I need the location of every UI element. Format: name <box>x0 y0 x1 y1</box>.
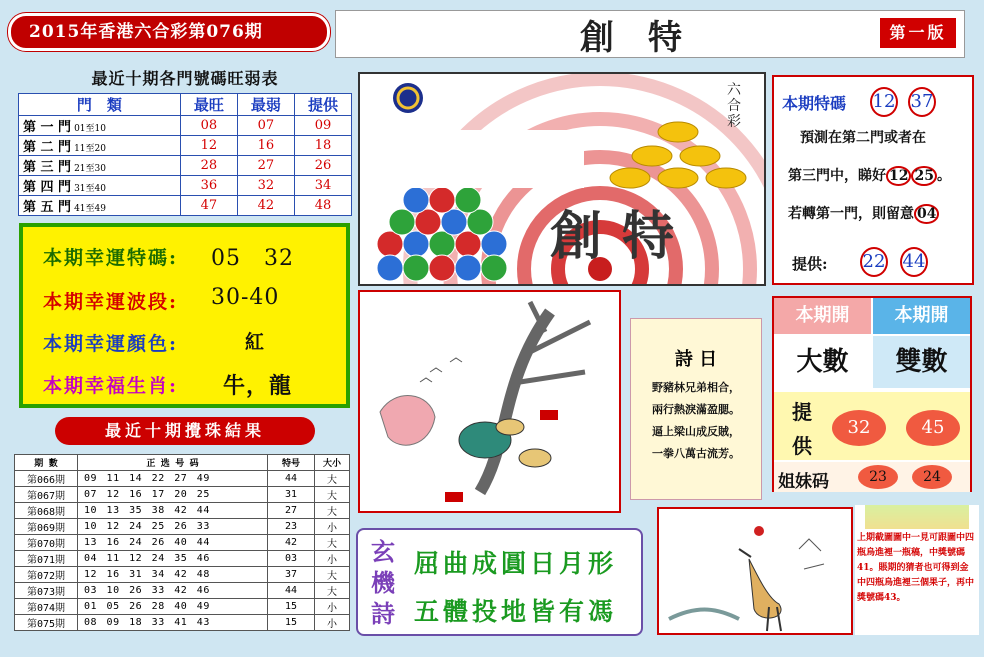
period-cell: 第067期 <box>15 487 78 503</box>
hot-cell: 47 <box>180 196 237 216</box>
numbers-cell: 01 05 26 28 40 49 <box>78 599 268 615</box>
period-cell: 第068期 <box>15 503 78 519</box>
table-row <box>15 615 350 631</box>
hot-cell: 08 <box>180 116 237 136</box>
riddle-label-char: 詩 <box>371 599 395 628</box>
prediction-line-1: 預測在第二門或者在 <box>800 130 926 146</box>
table-row <box>15 519 350 535</box>
size-cell: 小 <box>315 599 350 615</box>
sister-code-label: 姐妹码 <box>778 472 829 492</box>
cold-cell: 42 <box>237 196 294 216</box>
door-table-header <box>19 94 352 116</box>
special-cell: 15 <box>268 599 315 615</box>
door-cell: 第 三 門 21至30 <box>19 156 181 176</box>
tip-cell: 48 <box>294 196 351 216</box>
tip-label-2: 供 <box>792 434 812 458</box>
special-cell: 44 <box>268 583 315 599</box>
tip-ball-1: 32 <box>832 410 886 446</box>
results-ribbon: 最近十期攪珠結果 <box>55 417 315 445</box>
brand-text: 創特 <box>550 206 695 267</box>
tip-cell: 09 <box>294 116 351 136</box>
lucky-zodiac-value: 牛，龍 <box>223 373 293 399</box>
cold-cell: 27 <box>237 156 294 176</box>
size-cell: 小 <box>315 519 350 535</box>
lucky-wave-value: 30-40 <box>211 285 280 310</box>
cold-cell: 16 <box>237 136 294 156</box>
cold-cell: 07 <box>237 116 294 136</box>
col-special: 特号 <box>268 455 315 471</box>
tip-number-2: 44 <box>900 247 928 277</box>
poem-title: 詩 日 <box>674 349 718 370</box>
crane-illustration <box>659 509 851 633</box>
col-door: 門 類 <box>19 94 181 116</box>
tip-ball-2: 45 <box>906 410 960 446</box>
table-row <box>19 116 352 136</box>
table-row <box>15 471 350 487</box>
poem-line: 逼上梁山成反賊， <box>652 425 740 438</box>
poem-scroll <box>630 318 762 500</box>
size-cell: 小 <box>315 615 350 631</box>
numbers-cell: 13 16 24 26 40 44 <box>78 535 268 551</box>
door-table <box>18 93 352 216</box>
poem-line: 野豬林兄弟相合， <box>652 381 740 394</box>
results-header <box>15 455 350 471</box>
table-row <box>15 583 350 599</box>
size-cell: 小 <box>315 551 350 567</box>
tip-cell: 34 <box>294 176 351 196</box>
period-cell: 第071期 <box>15 551 78 567</box>
numbers-cell: 04 11 12 24 35 46 <box>78 551 268 567</box>
cartoon-picture <box>358 290 621 513</box>
period-cell: 第070期 <box>15 535 78 551</box>
hot-cell: 36 <box>180 176 237 196</box>
table-row <box>15 551 350 567</box>
numbers-cell: 09 11 14 22 27 49 <box>78 471 268 487</box>
riddle-label-char: 機 <box>371 568 395 597</box>
riddle-box <box>356 528 643 636</box>
hot-cell: 28 <box>180 156 237 176</box>
lucky-color-value: 紅 <box>245 331 266 353</box>
lucky-box <box>19 223 350 408</box>
lucky-color-label: 本期幸運顏色: <box>43 333 179 355</box>
special-cell: 31 <box>268 487 315 503</box>
col-hot: 最旺 <box>180 94 237 116</box>
period-cell: 第073期 <box>15 583 78 599</box>
lucky-zodiac-label: 本期幸福生肖: <box>43 375 179 397</box>
crane-picture <box>657 507 853 635</box>
door-table-title: 最近十期各門號碼旺弱表 <box>91 69 279 88</box>
special-label: 本期特碼 <box>782 94 847 113</box>
tab-open-1: 本期開 <box>774 298 871 334</box>
col-size: 大小 <box>315 455 350 471</box>
tip-label-1: 提 <box>792 400 812 424</box>
col-tip: 提供 <box>294 94 351 116</box>
door-cell: 第 四 門 31至40 <box>19 176 181 196</box>
page-title: 創特 <box>580 18 716 58</box>
numbers-cell: 08 09 18 33 41 43 <box>78 615 268 631</box>
riddle-line-2: 五體投地皆有馮 <box>414 597 618 626</box>
col-cold: 最弱 <box>237 94 294 116</box>
note-text: 上期截圖圖中一見可跟圖中四瓶烏進裡一瓶稿，中獎號碼41。賬期的猜者也可得到金中四瓶烏進裡三個果子，再中獎號碼43。 <box>857 533 975 603</box>
special-cell: 44 <box>268 471 315 487</box>
period-cell: 第072期 <box>15 567 78 583</box>
prediction-line-3: 若轉第一門，則留意 04 <box>788 203 939 223</box>
numbers-cell: 10 13 35 38 42 44 <box>78 503 268 519</box>
special-cell: 15 <box>268 615 315 631</box>
special-number-2: 37 <box>908 87 936 117</box>
special-number-1: 12 <box>870 87 898 117</box>
size-cell: 大 <box>315 535 350 551</box>
table-row <box>19 136 352 156</box>
table-row <box>15 567 350 583</box>
size-cell: 大 <box>315 567 350 583</box>
numbers-cell: 10 12 24 25 26 33 <box>78 519 268 535</box>
cold-cell: 32 <box>237 176 294 196</box>
riddle-line-1: 屈曲成圓日月形 <box>414 549 618 578</box>
special-cell: 03 <box>268 551 315 567</box>
numbers-cell: 12 16 31 34 42 48 <box>78 567 268 583</box>
size-cell: 大 <box>315 583 350 599</box>
special-cell: 37 <box>268 567 315 583</box>
table-row <box>15 487 350 503</box>
feature-picture <box>358 72 766 286</box>
table-row <box>19 176 352 196</box>
period-cell: 第074期 <box>15 599 78 615</box>
issue-banner: 2015年香港六合彩第076期 <box>8 13 330 51</box>
col-period: 期 數 <box>15 455 78 471</box>
size-cell: 大 <box>315 471 350 487</box>
period-cell: 第066期 <box>15 471 78 487</box>
sister-ball-2: 24 <box>912 465 952 489</box>
cartoon-illustration <box>360 292 619 511</box>
special-cell: 27 <box>268 503 315 519</box>
tip-label: 提供: <box>792 255 828 273</box>
numbers-cell: 03 10 26 33 42 46 <box>78 583 268 599</box>
size-cell: 大 <box>315 503 350 519</box>
table-row <box>19 156 352 176</box>
poem-line: 兩行熱淚滿盈腮。 <box>652 403 740 416</box>
big-small-box <box>772 296 972 492</box>
tab-open-2: 本期開 <box>873 298 970 334</box>
lucky-wave-label: 本期幸運波段: <box>43 291 179 313</box>
hot-cell: 12 <box>180 136 237 156</box>
table-row <box>15 535 350 551</box>
special-cell: 23 <box>268 519 315 535</box>
big-number-text: 大數 <box>774 336 871 388</box>
poem-line: 一拳八萬古流芳。 <box>652 447 740 460</box>
numbers-cell: 07 12 16 17 20 25 <box>78 487 268 503</box>
results-table <box>14 454 350 631</box>
door-cell: 第 二 門 11至20 <box>19 136 181 156</box>
sister-ball-1: 23 <box>858 465 898 489</box>
tip-cell: 26 <box>294 156 351 176</box>
special-cell: 42 <box>268 535 315 551</box>
period-cell: 第069期 <box>15 519 78 535</box>
even-number-text: 雙數 <box>873 336 970 388</box>
special-prediction-box <box>772 75 974 285</box>
riddle-label-char: 玄 <box>371 537 395 566</box>
col-numbers: 正 选 号 码 <box>78 455 268 471</box>
table-row <box>19 196 352 216</box>
tip-cell: 18 <box>294 136 351 156</box>
door-cell: 第 一 門 01至10 <box>19 116 181 136</box>
prediction-line-2: 第三門中，睇好 12 25 。 <box>788 168 951 184</box>
table-row <box>15 599 350 615</box>
tip-number-1: 22 <box>860 247 888 277</box>
lucky-special-value: 05 32 <box>211 246 294 271</box>
edition-badge: 第一版 <box>880 18 956 48</box>
table-row <box>15 503 350 519</box>
door-cell: 第 五 門 41至49 <box>19 196 181 216</box>
lhc-logo-text: 六合彩 <box>727 82 741 130</box>
lucky-special-label: 本期幸運特碼: <box>43 247 179 269</box>
size-cell: 大 <box>315 487 350 503</box>
note-box <box>855 505 979 635</box>
period-cell: 第075期 <box>15 615 78 631</box>
